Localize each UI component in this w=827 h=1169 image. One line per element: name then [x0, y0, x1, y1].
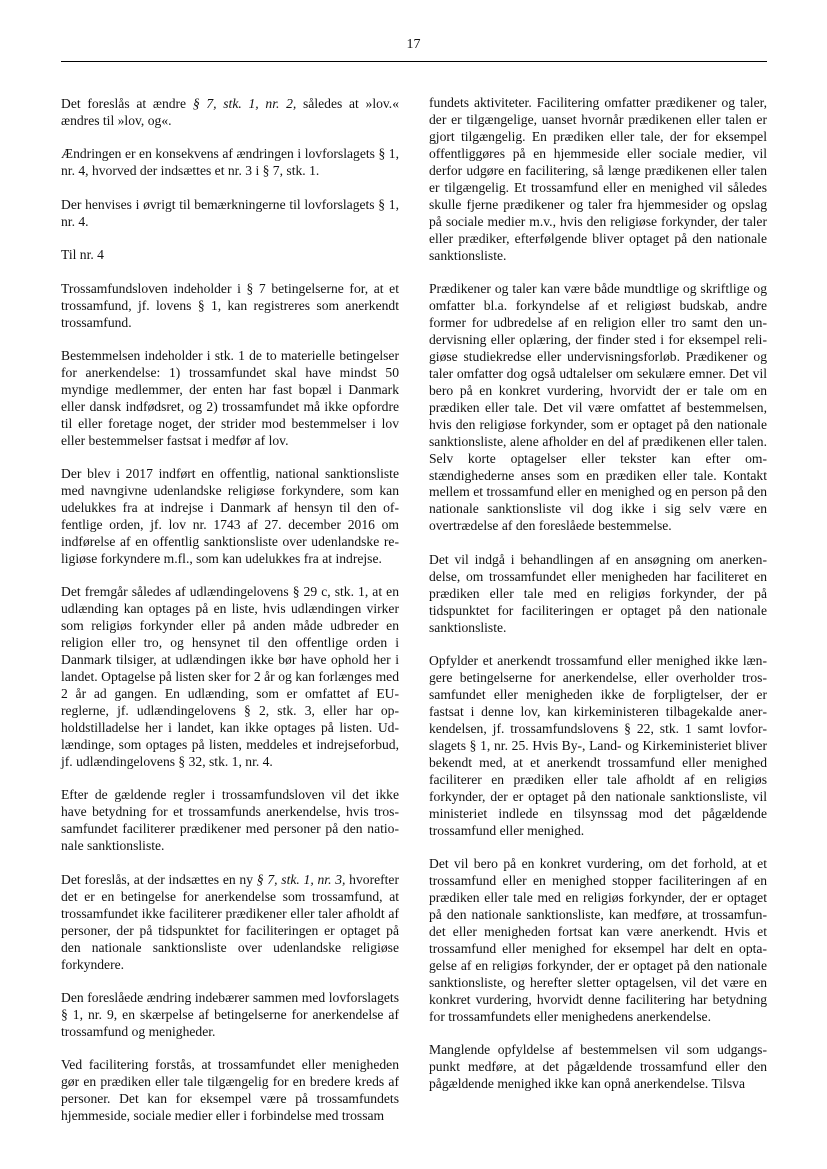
paragraph-text: Det foreslås, at der indsættes en ny — [61, 871, 257, 887]
paragraph: Det vil indgå i behandlingen af en ansøgning om anerkendelse, om trossamfundet eller menigheden har faciliteret en prædiken eller tale med en religiøs forkynder, der på tidspunktet for faciliteringen er optaget på den nationale sanktionsliste. — [429, 551, 767, 635]
paragraph: Det fremgår således af udlændingelovens § 29 c, stk. 1, at en udlænding kan optages på en liste, hvis udlændingen virker som religiøs forkynder eller på anden måde udbreder en religion eller tro, og hensynet til den offentlige orden i Danmark tilsiger, at udlændingen ikke bør have ophold her i landet. Optagelse på listen sker for 2 år og kan forlænges med 2 år ad gangen. En udlænding, som er omfattet af EU-reglerne, jf. udlændingelovens § 2, stk. 3, eller har opholdstilladelse her i landet, kan ikke optages på listen. Udlændinge, som optages på listen, meddeles et indrejseforbud, jf. udlændingelovens § 32, stk. 1, nr. 4. — [61, 584, 399, 769]
paragraph — [61, 872, 399, 974]
paragraph: Bestemmelsen indeholder i stk. 1 de to materielle betingelser for anerkendelse: 1) trossamfundet skal have mindst 50 myndige medlemmer, der enten har fast bopæl i Danmark eller dansk indfødsret, og 2) trossamfundet må ikke opfordre til eller foretage noget, der strider mod bestemmelser i lov eller bestemmelser fastsat i medfør af lov. — [61, 348, 399, 448]
paragraph: Der blev i 2017 indført en offentlig, national sanktionsliste med navngivne udenlandske religiøse forkyndere, som kan udelukkes fra at indrejse i Danmark af hensyn til den offentlige orden, jf. lov nr. 1743 af 27. december 2016 om indførelse af en offentlig sanktionsliste over udenlandske religiøse forkyndere m.fl., som kan udelukkes fra at indrejse. — [61, 466, 399, 567]
paragraph: Trossamfundsloven indeholder i § 7 betingelserne for, at et trossamfund, jf. lovens § 1, kan registreres som anerkendt trossamfund. — [61, 280, 399, 330]
paragraph: Ændringen er en konsekvens af ændringen i lovforslagets § 1, nr. 4, hvorved der indsættes et nr. 3 i § 7, stk. 1. — [61, 146, 399, 179]
paragraph: Ved facilitering forstås, at trossamfundet eller menigheden gør en prædiken eller tale tilgængelig for en bredere kreds af personer. Det kan for eksempel være på trossamfundets hjemmeside, sociale medier eller i forbindelse med trossam — [61, 1057, 399, 1124]
paragraph-text: hvorefter det er en betingelse for anerkendelse som trossamfund, at trossamfundet ikke faciliterer prædikener eller taler afholdt af personer, der på tidspunktet for faciliteringen er optaget på den nationale sanktionsliste over udenlandske religiøse forkyndere. — [61, 871, 399, 972]
section-heading: Til nr. 4 — [61, 247, 104, 263]
header-rule — [61, 61, 767, 62]
paragraph: Der henvises i øvrigt til bemærkningerne til lovforslagets § 1, nr. 4. — [61, 196, 399, 229]
paragraph-text: Det foreslås at ændre — [61, 96, 193, 111]
paragraph: Prædikener og taler kan være både mundtlige og skriftlige og omfatter bl.a. forkyndelse af et religiøst budskab, andre former for udbredelse af en religion eller tro samt den undervisning eller oplæring, der finder sted i for eksempel religiøse studiekredse eller undervisningsforløb. Prædikener og taler omfatter dog også udtalelser om sekulære emner. Det vil bero på en konkret vurdering, hvorvidt der er tale om en prædiken eller tale. Det vil være omfattet af bestemmelsen, hvis den religiøse forkynder, som er optaget på den nationale sanktionsliste, alene afholder en del af prædikenen eller talen. Selv korte optagelser eller tekster kan efter omstændighederne anses som en prædiken eller tale. Kontakt mellem et trossamfund eller en menighed og en person på den nationale sanktionsliste vil dog ikke i sig selv være en overtrædelse af den foreslåede bestemmelse. — [429, 281, 767, 534]
page-number: 17 — [406, 37, 421, 52]
right-column — [429, 95, 767, 1093]
paragraph — [61, 96, 399, 130]
paragraph: Manglende opfyldelse af bestemmelsen vil som udgangspunkt medføre, at det pågældende trossamfund eller den pågældende menighed ikke kan opnå anerkendelse. Tilsva — [429, 1042, 767, 1092]
left-column — [61, 96, 399, 1125]
paragraph: Den foreslåede ændring indebærer sammen med lovforslagets § 1, nr. 9, en skærpelse af betingelserne for anerkendelse af trossamfund og menigheder. — [61, 989, 399, 1039]
section-reference: § 7, stk. 1, nr. 2, — [192, 96, 297, 111]
paragraph: Det vil bero på en konkret vurdering, om det forhold, at et trossamfund eller en menighed stopper faciliteringen af en prædiken eller tale med en religiøs forkynder, der er optaget på den nationale sanktionsliste, kan medføre, at trossamfundet eller menigheden fortsat kan være anerkendt. Hvis et trossamfund eller menighed for eksempel har delt en optagelse af en religiøs forkynder, der er optaget på den nationale sanktionsliste, og herefter sletter optagelsen, vil det være en konkret vurdering, hvorvidt denne facilitering har betydning for trossamfundets eller menighedens anerkendelse. — [429, 856, 767, 1024]
section-reference: § 7, stk. 1, nr. 3, — [256, 871, 346, 887]
paragraph: Opfylder et anerkendt trossamfund eller menighed ikke længere betingelserne for anerkendelse, eller overholder trossamfundet eller menigheden ikke de forpligtelser, der er fastsat i denne lov, kan kirkeministeren tilbagekalde anerkendelsen, jf. trossamfundslovens § 22, stk. 1 samt lovforslagets § 1, nr. 25. Hvis By-, Land- og Kirkeministeriet bliver bekendt med, at et anerkendt trossamfund eller menighed faciliterer en prædiken eller tale afholdt af en religiøs forkynder, der er optaget på den nationale sanktionsliste, vil ministeriet indlede en tilsynssag mod det pågældende trossamfund eller menighed. — [429, 653, 767, 838]
paragraph: Efter de gældende regler i trossamfundsloven vil det ikke have betydning for et trossamfunds anerkendelse, hvis trossamfundet faciliterer prædikener med personer på den nationale sanktionsliste. — [61, 787, 399, 854]
paragraph: fundets aktiviteter. Facilitering omfatter prædikener og taler, der er tilgængelige, uanset hvornår prædikenen eller talen er gjort tilgængelig. En prædiken eller tale, der for eksempel offentliggøres på en hjemmeside eller sociale medier, vil derfor udgøre en facilitering, så længe prædikenen eller talen er tilgængelig. Et trossamfund eller en menighed vil således skulle fjerne prædikener og taler fra hjemmesider og opslag på sociale medier m.v., hvis den religiøse forkynder, der taler eller prædiker, efterfølgende bliver optaget på den nationale sanktionsliste. — [429, 95, 767, 263]
paragraph-text: således at »lov.« ændres til »lov, og«. — [61, 96, 400, 128]
